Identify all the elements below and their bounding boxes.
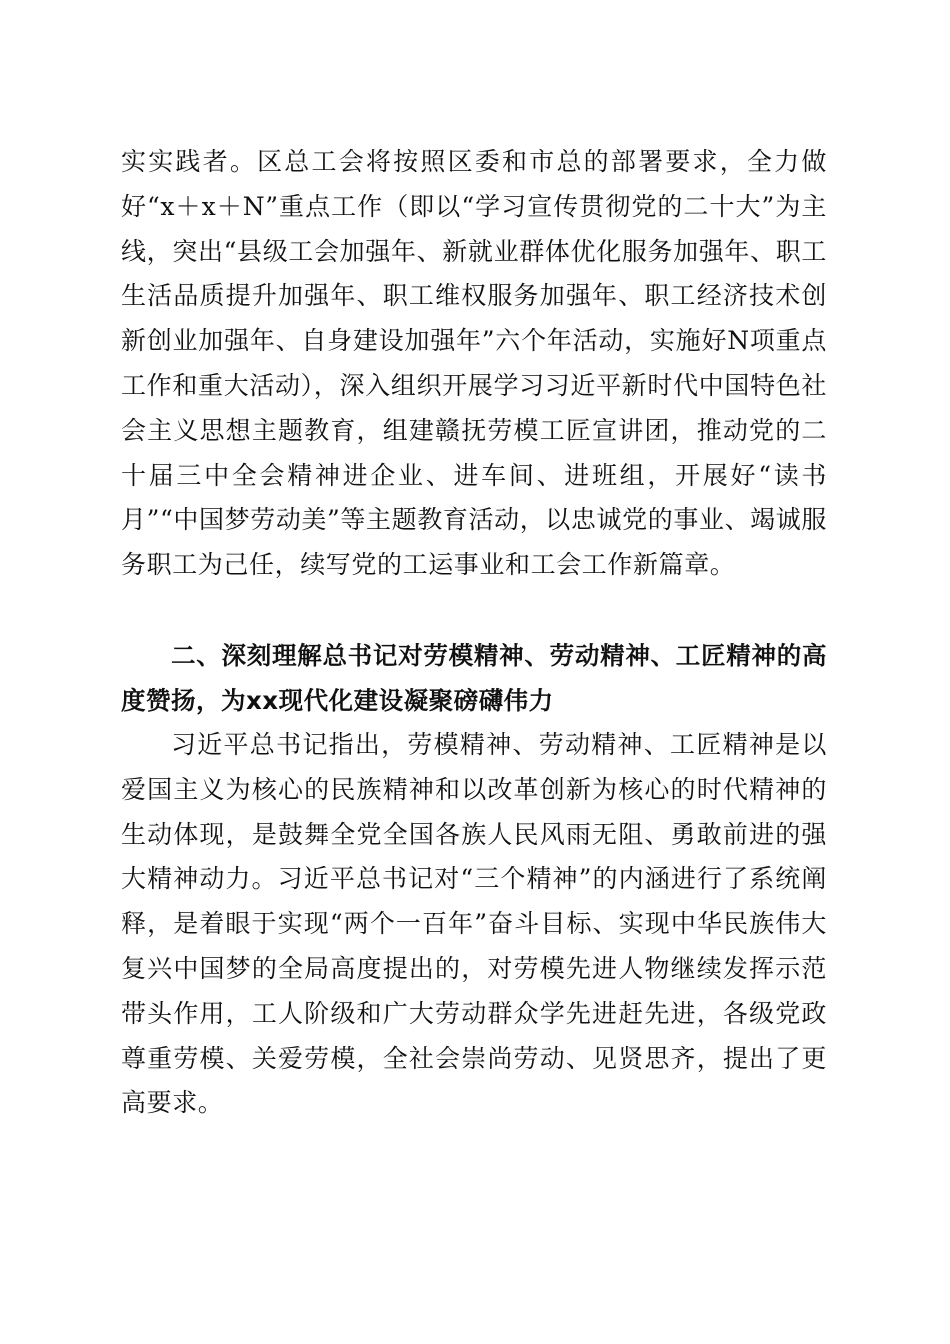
body-paragraph-section-two: 习近平总书记指出，劳模精神、劳动精神、工匠精神是以爱国主义为核心的民族精神和以改革创新为核心的时代精神的生动体现，是鼓舞全党全国各族人民风雨无阻、勇敢前进的强大精神动力。习近平总书记对“三个精神”的内涵进行了系统阐释，是着眼于实现“两个一百年”奋斗目标、实现中华民族伟大复兴中国梦的全局高度提出的，对劳模先进人物继续发挥示范带头作用，工人阶级和广大劳动群众学先进赶先进，各级党政尊重劳模、关爱劳模，全社会崇尚劳动、见贤思齐，提出了更高要求。 [121, 730, 827, 1118]
body-paragraph-continuation: 实实践者。区总工会将按照区委和市总的部署要求，全力做好“x＋x＋N”重点工作（即以“学习宣传贯彻党的二十大”为主线，突出“县级工会加强年、新就业群体优化服务加强年、职工生活品质提升加强年、职工维权服务加强年、职工经济技术创新创业加强年、自身建设加强年”六个年活动，实施好N项重点工作和重大活动），深入组织开展学习习近平新时代中国特色社会主义思想主题教育，组建赣抚劳模工匠宣讲团，推动党的二十届三中全会精神进企业、进车间、进班组，开展好“读书月”“中国梦劳动美”等主题教育活动，以忠诚党的事业、竭诚服务职工为己任，续写党的工运事业和工会工作新篇章。 [121, 147, 827, 580]
section-heading-two: 二、深刻理解总书记对劳模精神、劳动精神、工匠精神的高度赞扬，为xx现代化建设凝聚磅礴伟力 [121, 641, 827, 715]
